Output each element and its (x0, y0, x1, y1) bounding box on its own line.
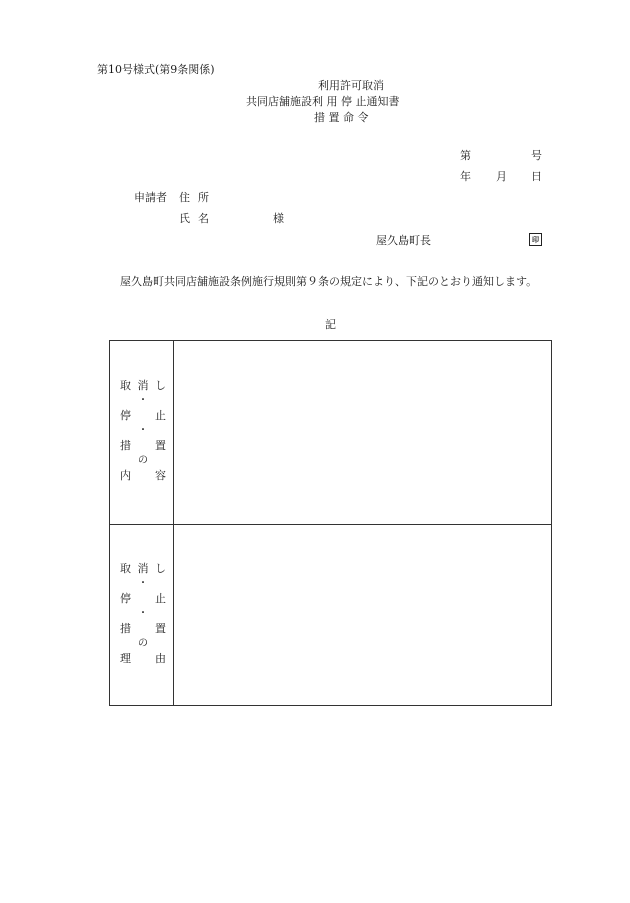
honorific: 様 (273, 212, 284, 225)
row2_label-line (120, 637, 166, 651)
notice-body-text: 屋久島町共同店舗施設条例施行規則第９条の規定により、下記のとおり通知します。 (120, 275, 538, 288)
row1_label-char: 内 (120, 469, 131, 482)
row2_label-line (120, 651, 166, 667)
row1_label-line (120, 454, 166, 468)
name-label (179, 212, 209, 226)
row2_label-line (120, 591, 166, 607)
row1_label-char: 置 (155, 439, 166, 452)
row1_label-line (120, 424, 166, 438)
row1_label-char: 消 (137, 379, 149, 392)
row2_label-char: 停 (120, 592, 131, 605)
row2_label-char: 措 (120, 622, 131, 635)
row2_label-char: 消 (137, 562, 149, 575)
name-char-1: 氏 (179, 212, 190, 225)
name-char-2: 名 (198, 212, 209, 225)
row2_label-line (120, 621, 166, 637)
document-number-go: 号 (531, 149, 542, 162)
form-number: 第10号様式(第9条関係) (97, 63, 215, 76)
row2_label-line (120, 561, 166, 577)
notice-table (109, 340, 552, 706)
row1_label-line (120, 378, 166, 394)
row2_label-char: の (138, 638, 148, 649)
seal-mark: 印 (529, 233, 542, 246)
row2_label-char: 理 (120, 652, 131, 665)
applicant-label: 申請者 (134, 191, 167, 204)
row2_label-char: ・ (138, 608, 148, 619)
row1_label-char: ・ (138, 395, 148, 406)
address-char-1: 住 (179, 191, 190, 204)
row1_label-char: 停 (120, 409, 131, 422)
row1-label (120, 378, 166, 484)
row1_label-char: ・ (138, 425, 148, 436)
document-number-dai: 第 (460, 149, 471, 162)
row2_label-char: ・ (138, 578, 148, 589)
row1_label-char: 容 (155, 469, 166, 482)
date-month: 月 (496, 170, 507, 183)
date-year: 年 (460, 170, 471, 183)
row1-content-cell[interactable] (174, 341, 551, 524)
row2-content-cell[interactable] (174, 525, 551, 705)
row2_label-line (120, 577, 166, 591)
address-label (179, 191, 209, 205)
row1_label-line (120, 468, 166, 484)
row2_label-char: 止 (155, 592, 166, 605)
row1_label-char: 止 (155, 409, 166, 422)
row1_label-char: 取 (120, 379, 131, 392)
row1_label-line (120, 438, 166, 454)
title-line-3: 措 置 命 令 (314, 111, 369, 124)
title-line-2: 共同店舗施設利 用 停 止通知書 (246, 95, 400, 108)
issuer-title: 屋久島町長 (376, 234, 431, 247)
row2_label-line (120, 607, 166, 621)
title-line-1: 利用許可取消 (318, 79, 384, 92)
row2_label-char: 取 (120, 562, 131, 575)
row2_label-char: 由 (155, 652, 166, 665)
address-char-2: 所 (198, 191, 209, 204)
row2_label-char: 置 (155, 622, 166, 635)
row2-label (120, 561, 166, 667)
ki-heading: 記 (325, 318, 336, 331)
date-day: 日 (531, 170, 542, 183)
row1_label-char: し (155, 379, 166, 392)
row1_label-char: の (138, 455, 148, 466)
row2_label-char: し (155, 562, 166, 575)
row1_label-char: 措 (120, 439, 131, 452)
row1_label-line (120, 394, 166, 408)
row1_label-line (120, 408, 166, 424)
